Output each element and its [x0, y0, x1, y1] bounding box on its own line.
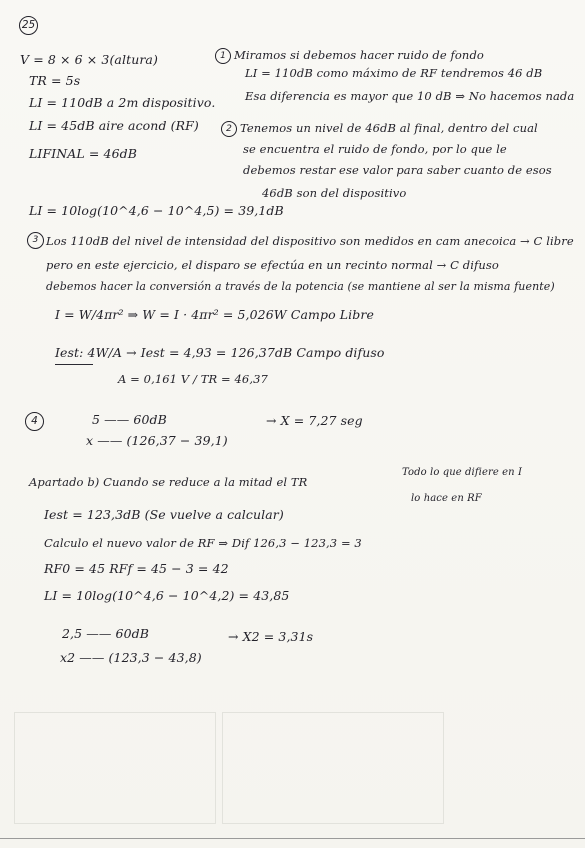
part-3-line-1: Los 110dB del nivel de intensidad del dispositivo son medidos en cam anecoica → C libre [46, 234, 574, 248]
part-b-side-note-2: lo hace en RF [411, 493, 482, 504]
part-2-line-1: Tenemos un nivel de 46dB al final, dentro del cual [240, 121, 538, 135]
part-b-result: → X2 = 3,31s [228, 629, 314, 644]
part-3-number: 3 [27, 232, 44, 249]
part-2-line-2: se encuentra el ruido de fondo, por lo que le [243, 142, 507, 156]
part-2-number: 2 [221, 121, 237, 137]
free-field-formula: I = W/4πr² ⇒ W = I · 4πr² = 5,026W Campo Libre [55, 307, 374, 322]
part-2-line-4: 46dB son del dispositivo [262, 186, 407, 200]
part-4-proportion-a: 5 —— 60dB [92, 412, 167, 427]
part-1-number: 1 [215, 48, 231, 64]
part-b-proportion-b: x2 —— (123,3 − 43,8) [60, 650, 202, 665]
given-tr: TR = 5s [29, 73, 81, 88]
bleed-through-box [222, 712, 444, 824]
part-2-line-3: debemos restar ese valor para saber cuanto de esos [243, 163, 552, 177]
part-b-li-formula: LI = 10log(10^4,6 − 10^4,2) = 43,85 [44, 588, 290, 603]
part-b-proportion-a: 2,5 —— 60dB [62, 626, 150, 641]
diffuse-field-formula: Iest: 4W/A → Iest = 4,93 = 126,37dB Campo difuso [55, 345, 385, 360]
given-li-air: LI = 45dB aire acond (RF) [29, 118, 199, 133]
part-3-line-2: pero en este ejercicio, el disparo se efectúa en un recinto normal → C difuso [46, 258, 499, 272]
part-b-rf-values: RF0 = 45 RFf = 45 − 3 = 42 [44, 561, 229, 576]
part-4-proportion-b: x —— (126,37 − 39,1) [86, 433, 228, 448]
part-4-number: 4 [25, 412, 44, 431]
part-b-iest: Iest = 123,3dB (Se vuelve a calcular) [44, 507, 284, 522]
part-4-result: → X = 7,27 seg [266, 413, 363, 428]
absorption-area-formula: A = 0,161 V / TR = 46,37 [118, 372, 268, 386]
problem-number: 25 [19, 16, 38, 35]
part-1-line-2: LI = 110dB como máximo de RF tendremos 46 dB [245, 66, 543, 80]
bleed-through-box [14, 712, 216, 824]
iest-underline [55, 364, 93, 365]
formula-li: LI = 10log(10^4,6 − 10^4,5) = 39,1dB [29, 203, 284, 218]
part-1-line-1: Miramos si debemos hacer ruido de fondo [234, 48, 484, 62]
given-volume: V = 8 × 6 × 3(altura) [20, 52, 158, 67]
part-b-heading: Apartado b) Cuando se reduce a la mitad el TR [29, 475, 308, 489]
page-bottom-edge [0, 838, 585, 839]
part-b-rf-calc: Calculo el nuevo valor de RF ⇒ Dif 126,3 − 123,3 = 3 [44, 536, 362, 550]
part-1-line-3: Esa diferencia es mayor que 10 dB ⇒ No hacemos nada [245, 89, 575, 103]
given-li-final: LIFINAL = 46dB [29, 146, 138, 161]
part-b-side-note-1: Todo lo que difiere en I [402, 467, 523, 478]
part-3-line-3: debemos hacer la conversión a través de la potencia (se mantiene al ser la misma fuente) [46, 280, 555, 293]
given-li-device: LI = 110dB a 2m dispositivo. [29, 95, 216, 110]
